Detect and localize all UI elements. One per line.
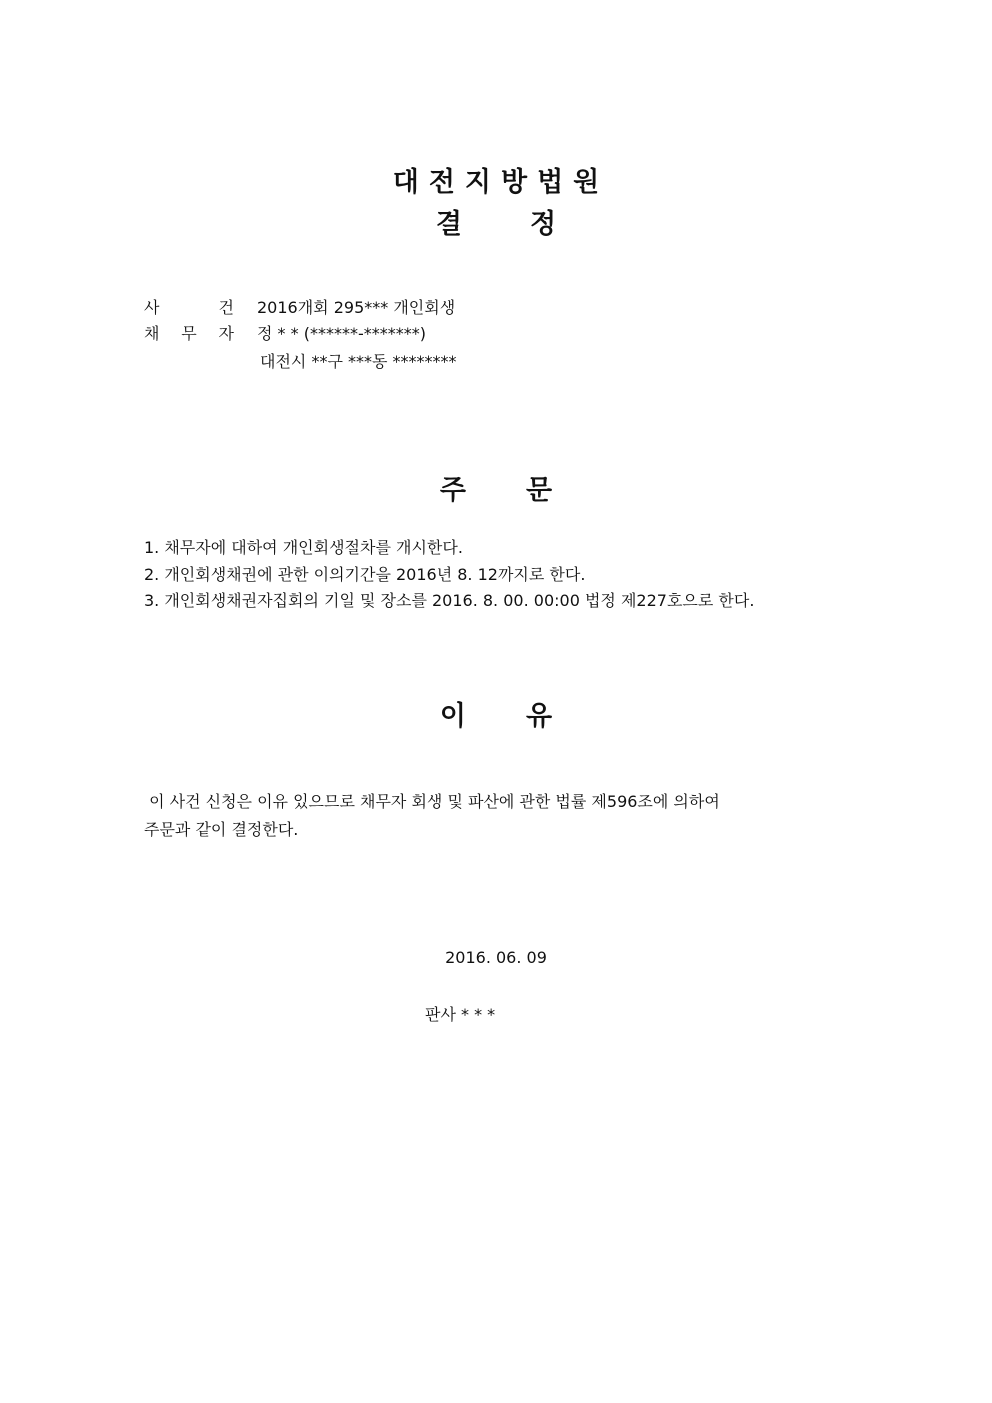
- case-label-char: 사: [144, 298, 160, 317]
- reason-heading: 이유: [439, 701, 613, 732]
- debtor-label-char: 채: [144, 324, 160, 343]
- debtor-label-char: 자: [218, 324, 234, 343]
- decision-date: 2016. 06. 09: [445, 948, 547, 967]
- order-item: 1. 채무자에 대하여 개인회생절차를 개시한다.: [144, 538, 463, 557]
- reason-line: 주문과 같이 결정한다.: [144, 820, 299, 839]
- order-list: [144, 535, 754, 615]
- order-item: 3. 개인회생채권자집회의 기일 및 장소를 2016. 8. 00. 00:00 법정 제227호으로 한다.: [144, 591, 755, 610]
- order-item: 2. 개인회생채권에 관한 이의기간을 2016년 8. 12까지로 한다.: [144, 564, 586, 584]
- case-label-char: 건: [218, 298, 234, 317]
- document-title: 결정: [435, 209, 625, 240]
- debtor-label: [144, 321, 234, 347]
- debtor-address: 대전시 **구 ***동 ********: [260, 352, 457, 371]
- order-heading: 주문: [439, 475, 613, 506]
- debtor-name: 정 * * (******-*******): [257, 324, 426, 343]
- reason-line: 이 사건 신청은 이유 있으므로 채무자 회생 및 파산에 관한 법률 제596조에 의하여: [144, 792, 720, 811]
- case-label: [144, 295, 234, 321]
- court-name: 대전지방법원: [392, 167, 610, 198]
- debtor-label-char: 무: [181, 324, 197, 343]
- judge-signature: 판사 * * *: [425, 1005, 496, 1024]
- reason-paragraph: [144, 788, 720, 844]
- case-number: 2016개회 295*** 개인회생: [257, 298, 456, 317]
